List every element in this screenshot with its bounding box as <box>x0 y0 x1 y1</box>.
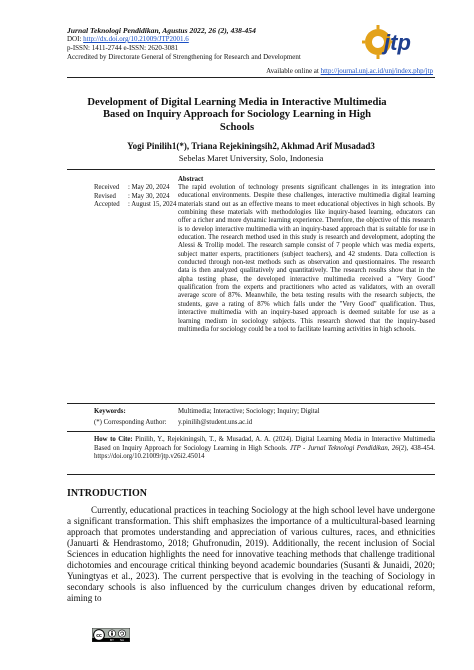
cite-label: How to Cite: <box>94 436 133 443</box>
abstract-label: Abstract <box>178 176 204 183</box>
intro-paragraph: Currently, educational practices in teaching Sociology at the high school level have undergone a significant transformation. This shift emphasizes the importance of a multicultural-based learning approach that promotes understanding and appreciation of various cultures, races, and ethnicities (Januarti & Hendrastomo, 2018; Ghufronudin, 2019). Additionally, the recent inclusion of Social Sciences in education highlights the need for innovative teaching methods that challenge traditional dichotomies and encourage critical thinking beyond academic boundaries (Susanti & Junaidi, 2020; Yuningtyas et al., 2023). The current perspective that is evolving in the teaching of Sociology in secondary schools is also influenced by the curriculum changes driven by educational reform, aiming to <box>67 505 435 603</box>
revised-label: Revised <box>94 192 116 200</box>
sa-mark: SA <box>119 638 125 642</box>
corresponding-email[interactable]: y.pinilih@student.uns.ac.id <box>178 419 253 426</box>
accreditation-line: Accredited by Directorate General of Strengthening for Research and Development <box>67 53 301 61</box>
issn-line: p-ISSN: 1411-2744 e-ISSN: 2620-3081 <box>67 44 179 52</box>
header-divider <box>67 77 435 78</box>
article-dates <box>94 184 176 210</box>
cc-by-sa-license-icon[interactable] <box>92 628 130 642</box>
logo-text: jtp <box>384 30 411 55</box>
abstract-text: The rapid evolution of technology presents significant challenges in its integration into educational environments. Despite these challenges, interactive multimedia digital learning materials stand out as an effective means to meet educational objectives in high schools. By combining these materials with methodologies like inquiry-based learning, educators can offer a richer and more dynamic learning experience. Therefore, the objective of this research is to develop interactive multimedia with an inquiry-based approach that is suitable for use in education. The research method used in this study is research and development, adopting the Alessi & Trollip model. The research sample consist of 7 people which was media experts, subject matter experts, practitioners (subject teachers), and 42 students. Data collection is conducted through non-test methods such as observation and questionnaires. The research data is then analyzed qualitatively and quantitatively. The research results show that in the alpha testing phase, the developed interactive multimedia received a "Very Good" qualification from the experts and practitioners who acted as validators, with an overall average score of 87%. Meanwhile, the beta testing results with the research subjects, the students, gave a rating of 87% which falls under the "Very Good" qualification. Thus, interactive multimedia with an inquiry-based approach is deemed suitable for use as a learning medium in sociology subjects. This research showed that the inquiry-based multimedia for sociology could be a tool to facilitate learning activities in high schools. <box>178 184 435 333</box>
accepted-date: : August 15, 2024 <box>128 201 177 209</box>
by-mark: BY <box>109 638 115 642</box>
accepted-row <box>94 201 176 210</box>
received-date: : May 20, 2024 <box>128 184 170 191</box>
received-label: Received <box>94 184 120 191</box>
affiliation: Sebelas Maret University, Solo, Indonesia <box>178 153 324 163</box>
available-online <box>266 67 433 75</box>
author-list: Yogi Pinilih1(*), Triana Rejekiningsih2, Akhmad Arif Musadad3 <box>127 141 375 151</box>
citation-bottom-rule <box>67 474 435 475</box>
journal-header <box>67 26 407 62</box>
keywords-label: Keywords: <box>94 408 126 415</box>
journal-line: Jurnal Teknologi Pendidikan, Agustus 2022, 26 (2), 438-454 <box>67 26 256 35</box>
doi-line <box>67 35 407 44</box>
citation-top-rule <box>67 431 435 432</box>
cite-text-b: (2), 438-454. https://doi.org/10.21009/jtp.v26i2.45014 <box>94 444 435 460</box>
cc-mark: cc <box>96 632 102 639</box>
doi-link[interactable]: http://dx.doi.org/10.21009/JTP2001.6 <box>83 35 189 43</box>
keywords-value: Multimedia; Interactive; Sociology; Inquiry; Digital <box>178 408 320 415</box>
cite-text-a: Pinilih, Y., Rejekiningsih, T., & Musadad, A. A. (2024). Digital Learning Media in Interactive Multimedia Based on Inquiry Approach for Sociology Learning in High Schools. <box>94 436 435 452</box>
online-prefix: Available online at <box>266 67 321 75</box>
accepted-label: Accepted <box>94 201 120 209</box>
keywords-top-rule <box>67 403 435 404</box>
intro-heading: INTRODUCTION <box>67 488 148 499</box>
journal-url-link[interactable]: http://journal.unj.ac.id/unj/index.php/jtp <box>320 67 433 75</box>
doi-prefix: DOI: <box>67 35 84 43</box>
cite-journal: JTP - Jurnal Teknologi Pendidikan, 26 <box>289 444 399 452</box>
how-to-cite <box>94 436 435 462</box>
abstract-top-rule <box>67 169 435 170</box>
jtp-logo-icon <box>362 20 420 64</box>
revised-date: : May 30, 2024 <box>128 192 170 200</box>
received-row <box>94 184 176 193</box>
revised-row <box>94 193 176 202</box>
corresponding-label: (*) Corresponding Author: <box>94 419 167 426</box>
paper-title: Development of Digital Learning Media in Interactive Multimedia Based on Inquiry Approach for Sociology Learning in High Schools <box>87 97 387 133</box>
